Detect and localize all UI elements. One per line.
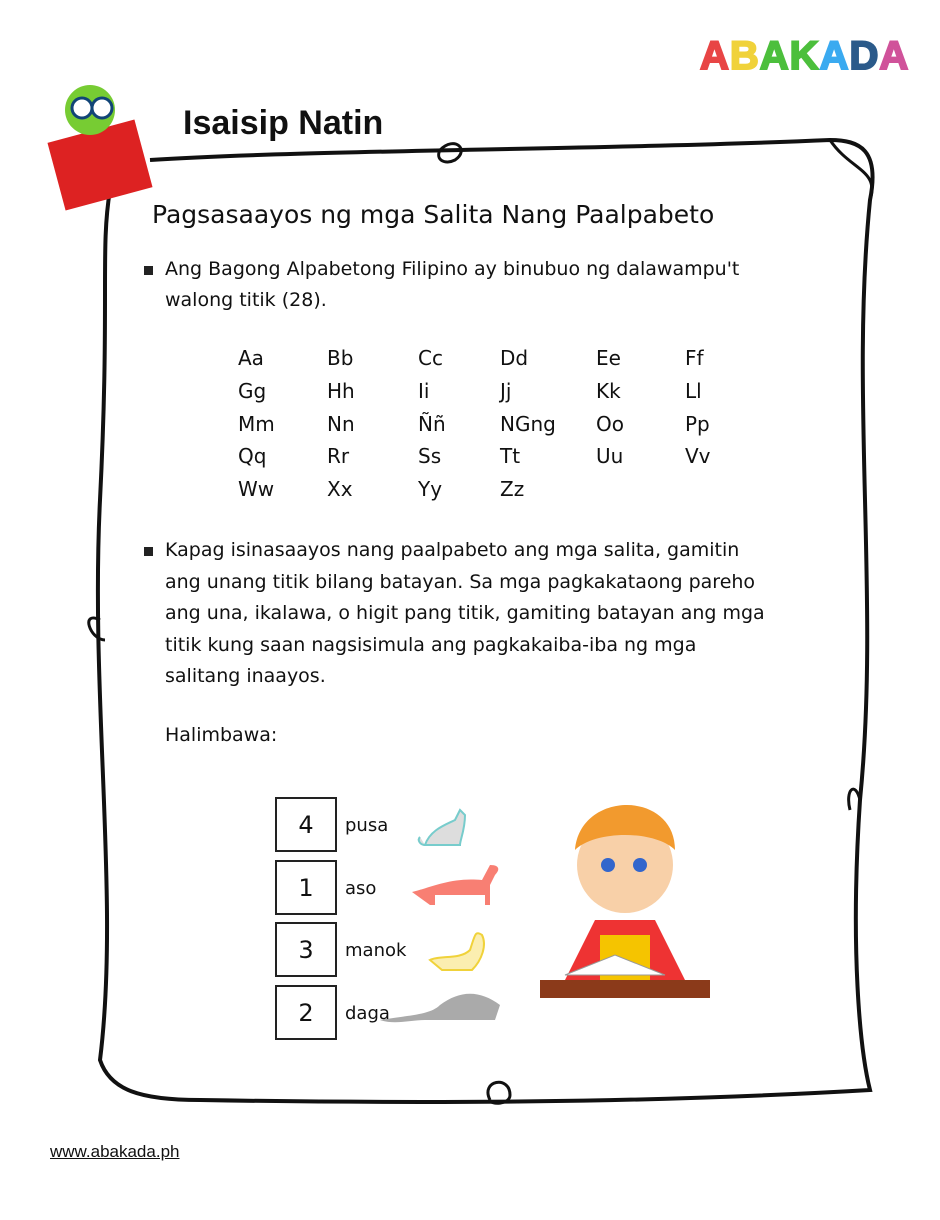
alphabet-letter: Cc bbox=[418, 346, 443, 370]
bullet-1-text: Ang Bagong Alpabetong Filipino ay binubuo ng dalawampu't walong titik (28). bbox=[165, 258, 740, 311]
alphabet-letter: Vv bbox=[685, 444, 711, 468]
website-link[interactable]: www.abakada.ph bbox=[50, 1142, 180, 1161]
alphabet-letter: Dd bbox=[500, 346, 529, 370]
alphabet-letter: Uu bbox=[596, 444, 624, 468]
order-number-box: 1 bbox=[275, 860, 337, 915]
alphabet-letter: NGng bbox=[500, 412, 556, 436]
example-word: manok bbox=[345, 940, 407, 961]
lesson-heading: Pagsasaayos ng mga Salita Nang Paalpabeto bbox=[152, 200, 715, 229]
alphabet-letter: Zz bbox=[500, 477, 525, 501]
example-word: aso bbox=[345, 878, 377, 899]
alphabet-letter: Ññ bbox=[418, 412, 446, 436]
example-word: daga bbox=[345, 1003, 390, 1024]
alphabet-letter: Hh bbox=[327, 379, 355, 403]
alphabet-letter: Ll bbox=[685, 379, 702, 403]
alphabet-letter: Ii bbox=[418, 379, 430, 403]
alphabet-letter: Aa bbox=[238, 346, 264, 370]
example-label: Halimbawa: bbox=[165, 724, 278, 746]
abakada-logo: A B A K A D A bbox=[700, 34, 910, 78]
alphabet-letter: Yy bbox=[418, 477, 443, 501]
alphabet-letter: Xx bbox=[327, 477, 353, 501]
alphabet-letter: Pp bbox=[685, 412, 710, 436]
rooster-icon bbox=[430, 933, 484, 970]
alphabet-letter: Rr bbox=[327, 444, 350, 468]
boy-reading-illustration bbox=[540, 805, 710, 998]
bookworm-icon bbox=[47, 85, 152, 210]
rat-icon bbox=[380, 994, 500, 1022]
bullet-icon bbox=[144, 266, 153, 275]
alphabet-letter: Ee bbox=[596, 346, 621, 370]
alphabet-letter: Ff bbox=[685, 346, 704, 370]
alphabet-letter: Ss bbox=[418, 444, 442, 468]
alphabet-letter: Qq bbox=[238, 444, 267, 468]
bullet-icon bbox=[144, 547, 153, 556]
alphabet-letter: Nn bbox=[327, 412, 355, 436]
section-title: Isaisip Natin bbox=[183, 104, 384, 142]
alphabet-letter: Oo bbox=[596, 412, 624, 436]
alphabet-letter: Jj bbox=[500, 379, 512, 403]
alphabet-letter: Ww bbox=[238, 477, 275, 501]
alphabet-letter: Tt bbox=[500, 444, 521, 468]
dog-icon bbox=[412, 865, 498, 905]
alphabet-letter: Bb bbox=[327, 346, 354, 370]
alphabet-letter: Kk bbox=[596, 379, 621, 403]
cat-icon bbox=[419, 810, 465, 845]
bullet-2-text: Kapag isinasaayos nang paalpabeto ang mga salita, gamitin ang unang titik bilang batayan. Sa mga pagkakataong pareho ang una, ikalawa, o higit pang titik, gamiting batayan ang mga titik kung saan nagsisimula ang pagkakaiba-iba ng mga salitang inaayos. bbox=[165, 539, 765, 687]
order-number-box: 4 bbox=[275, 797, 337, 852]
example-word: pusa bbox=[345, 815, 389, 836]
alphabet-letter: Gg bbox=[238, 379, 267, 403]
alphabet-letter: Mm bbox=[238, 412, 275, 436]
order-number-box: 3 bbox=[275, 922, 337, 977]
order-number-box: 2 bbox=[275, 985, 337, 1040]
